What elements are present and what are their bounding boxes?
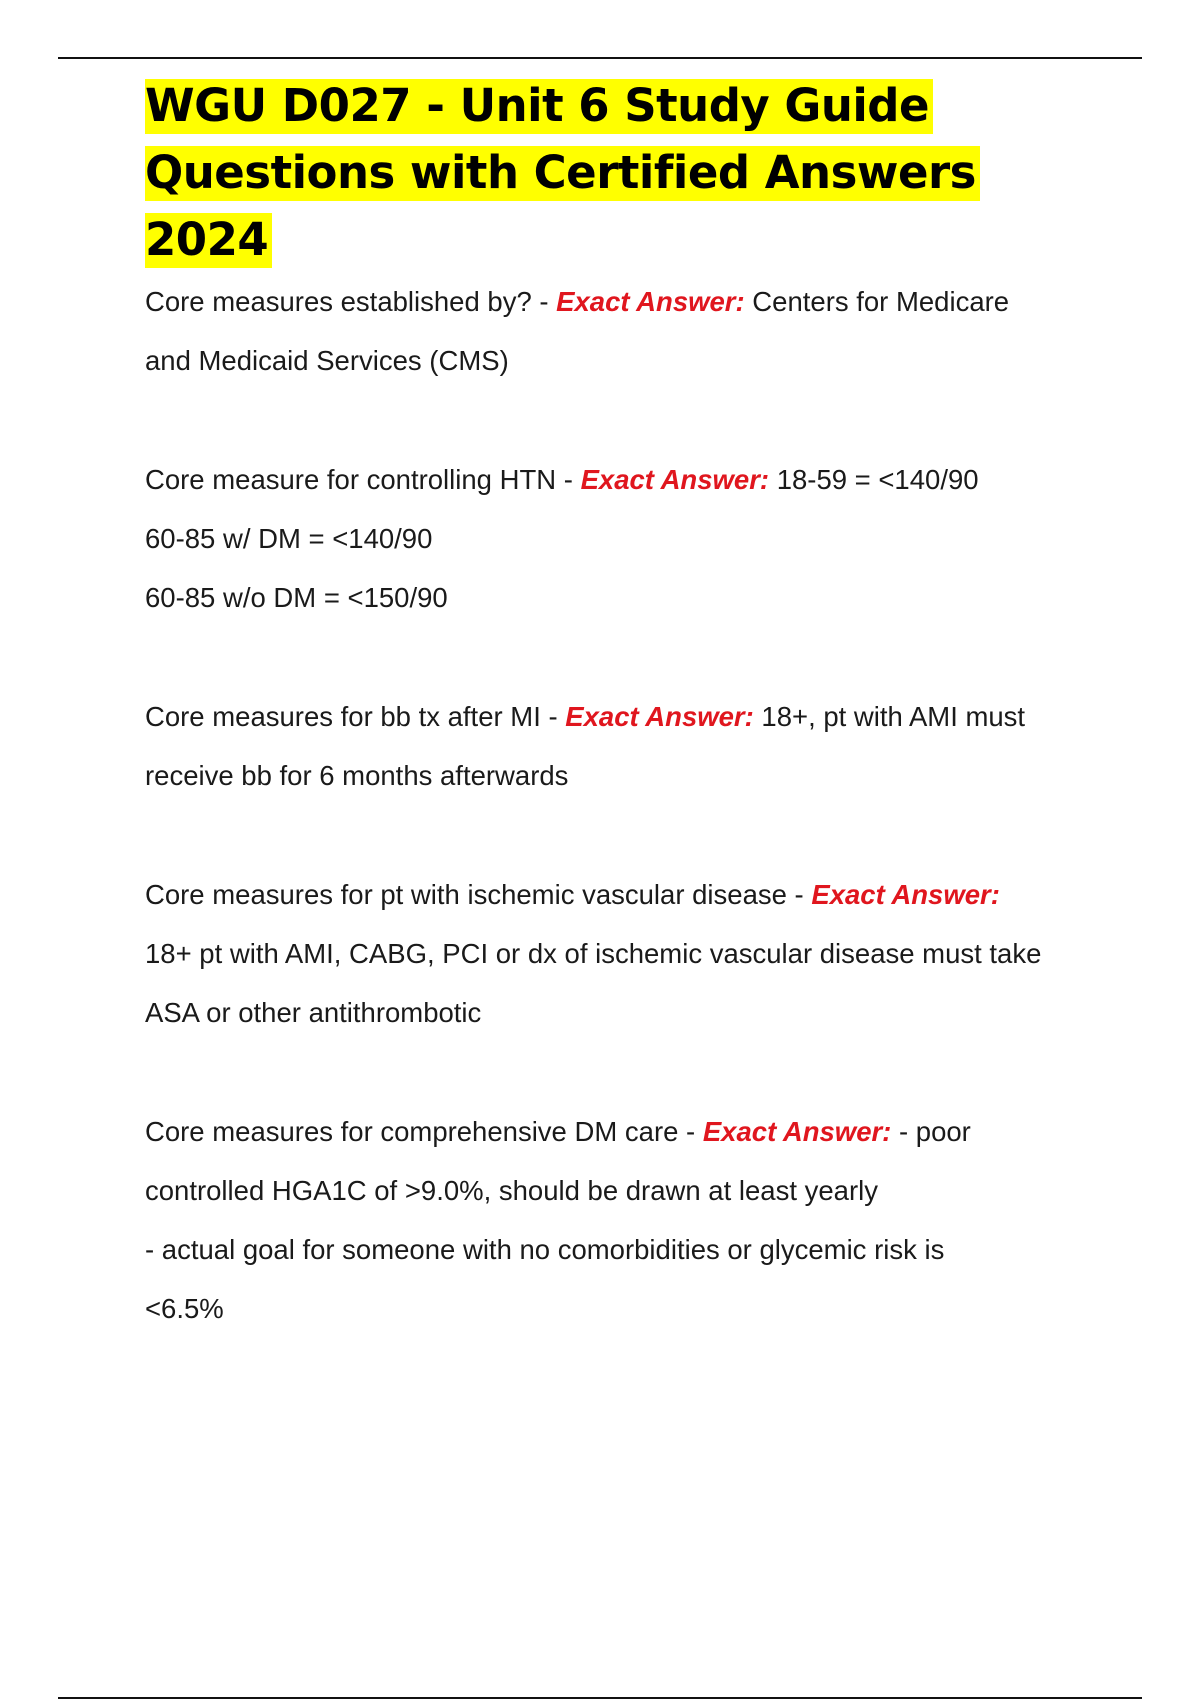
bottom-rule xyxy=(58,1697,1142,1699)
answer-text: 18+, pt with AMI must xyxy=(753,701,1026,732)
title-line-2: Questions with Certified Answers 2024 xyxy=(145,146,980,268)
qa-first-line xyxy=(145,450,1095,509)
answer-text: - poor xyxy=(891,1116,971,1147)
answer-label: Exact Answer: xyxy=(565,701,754,732)
answer-label: Exact Answer: xyxy=(556,286,745,317)
answer-text: receive bb for 6 months afterwards xyxy=(145,760,569,791)
qa-item xyxy=(145,865,1095,1042)
answer-text: 60-85 w/o DM = <150/90 xyxy=(145,582,448,613)
title-line-1: WGU D027 - Unit 6 Study Guide xyxy=(145,79,933,134)
answer-label: Exact Answer: xyxy=(580,464,770,495)
qa-first-line xyxy=(145,865,1095,924)
qa-item xyxy=(145,272,1095,390)
qa-list xyxy=(145,272,1095,1398)
question-text: Core measures for pt with ischemic vascular disease - xyxy=(145,879,812,910)
answer-text: 18-59 = <140/90 xyxy=(769,464,979,495)
question-text: Core measure for controlling HTN - xyxy=(145,464,581,495)
question-text: Core measures established by? - xyxy=(145,286,557,317)
qa-item xyxy=(145,1102,1095,1338)
answer-label: Exact Answer: xyxy=(811,879,1000,910)
answer-text: 60-85 w/ DM = <140/90 xyxy=(145,523,433,554)
qa-item xyxy=(145,687,1095,805)
answer-text: - actual goal for someone with no comorbidities or glycemic risk is xyxy=(145,1234,945,1265)
qa-first-line xyxy=(145,1102,1095,1161)
qa-first-line xyxy=(145,687,1095,746)
answer-label: Exact Answer: xyxy=(702,1116,892,1147)
top-rule xyxy=(58,57,1142,59)
answer-text: Centers for Medicare xyxy=(744,286,1010,317)
qa-first-line xyxy=(145,272,1095,331)
answer-text: 18+ pt with AMI, CABG, PCI or dx of ischemic vascular disease must take xyxy=(145,938,1042,969)
question-text: Core measures for comprehensive DM care - xyxy=(145,1116,703,1147)
qa-item xyxy=(145,450,1095,627)
answer-text: controlled HGA1C of >9.0%, should be drawn at least yearly xyxy=(145,1175,878,1206)
answer-text: ASA or other antithrombotic xyxy=(145,997,482,1028)
document-title xyxy=(145,72,1105,273)
answer-text: and Medicaid Services (CMS) xyxy=(145,345,509,376)
answer-text: <6.5% xyxy=(145,1293,224,1324)
question-text: Core measures for bb tx after MI - xyxy=(145,701,566,732)
